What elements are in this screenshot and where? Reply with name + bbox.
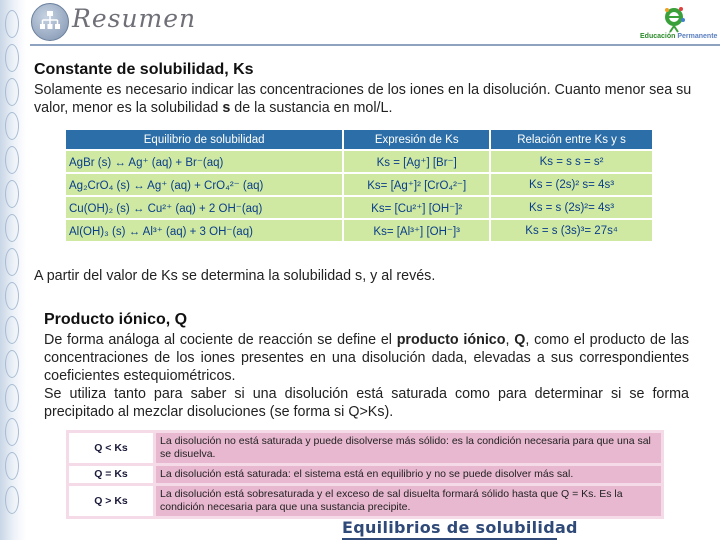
table-row: [66, 174, 652, 195]
brand-logo-icon: [640, 4, 712, 34]
relation-cell: Ks = s (2s)²= 4s³: [491, 197, 652, 218]
page-header-title: Resumen: [72, 4, 197, 33]
footer-title: Equilibrios de solubilidad: [342, 518, 578, 537]
table-row: [69, 466, 661, 483]
equilibrium-cell: AgBr (s) ↔ Ag⁺ (aq) + Br⁻(aq): [66, 151, 342, 172]
condition-cell: Q < Ks: [69, 433, 153, 463]
expression-cell: Ks= [Cu²⁺] [OH⁻]²: [344, 197, 489, 218]
ks-table-header-row: [66, 130, 652, 149]
table-row: [69, 433, 661, 463]
equilibrium-cell: Al(OH)₃ (s) ↔ Al³⁺ (aq) + 3 OH⁻(aq): [66, 220, 342, 241]
expression-cell: Ks = [Ag⁺] [Br⁻]: [344, 151, 489, 172]
description-cell: La disolución está sobresaturada y el exceso de sal disuelta formará sólido hasta que Q = Ks. Es la condición necesaria para que una sustancia precipite.: [156, 486, 661, 516]
q-paragraph: De forma análoga al cociente de reacción se define el producto iónico, Q, como el producto de las concentraciones de los iones presentes en una disolución dada, elevadas a sus correspondientes coeficientes estequiométricos. Se utiliza tanto para saber si una disolución está saturada como para determinar si se forma precipitado al mezclar disoluciones (se forma si Q>Ks).: [44, 332, 689, 420]
expression-cell: Ks= [Ag⁺]² [CrO₄²⁻]: [344, 174, 489, 195]
ks-table: [64, 128, 654, 243]
header-divider: [30, 44, 720, 46]
ks-col-header-equilibrium: Equilibrio de solubilidad: [66, 130, 342, 149]
table-row: [66, 220, 652, 241]
table-row: [66, 151, 652, 172]
brand-word-1: Educación: [640, 33, 676, 40]
description-cell: La disolución está saturada: el sistema está en equilibrio y no se puede disolver más sal.: [156, 466, 661, 483]
ks-intro-paragraph: Solamente es necesario indicar las concentraciones de los iones en la disolución. Cuanto menor sea su valor, menor es la solubilidad s de la sustancia en mol/L.: [34, 82, 692, 116]
ks-section-title: Constante de solubilidad, Ks: [34, 61, 254, 78]
sitemap-icon: [31, 3, 69, 41]
relation-cell: Ks = (2s)² s= 4s³: [491, 174, 652, 195]
educacion-permanente-logo: [640, 4, 718, 44]
q-section-title: Producto iónico, Q: [44, 311, 188, 328]
description-cell: La disolución no está saturada y puede disolverse más sólido: es la condición necesaria para que una sal se disuelva.: [156, 433, 661, 463]
relation-cell: Ks = s s = s²: [491, 151, 652, 172]
q-table: [66, 430, 664, 519]
equilibrium-cell: Cu(OH)₂ (s) ↔ Cu²⁺ (aq) + 2 OH⁻(aq): [66, 197, 342, 218]
relation-cell: Ks = s (3s)³= 27s⁴: [491, 220, 652, 241]
condition-cell: Q > Ks: [69, 486, 153, 516]
ks-closing-text: A partir del valor de Ks se determina la solubilidad s, y al revés.: [34, 268, 436, 284]
table-row: [66, 197, 652, 218]
left-decorative-border: [0, 0, 26, 540]
condition-cell: Q = Ks: [69, 466, 153, 483]
equilibrium-cell: Ag₂CrO₄ (s) ↔ Ag⁺ (aq) + CrO₄²⁻ (aq): [66, 174, 342, 195]
ks-col-header-expression: Expresión de Ks: [344, 130, 489, 149]
ks-col-header-relation: Relación entre Ks y s: [491, 130, 652, 149]
expression-cell: Ks= [Al³⁺] [OH⁻]³: [344, 220, 489, 241]
brand-word-2: Permanente: [677, 33, 718, 40]
table-row: [69, 486, 661, 516]
